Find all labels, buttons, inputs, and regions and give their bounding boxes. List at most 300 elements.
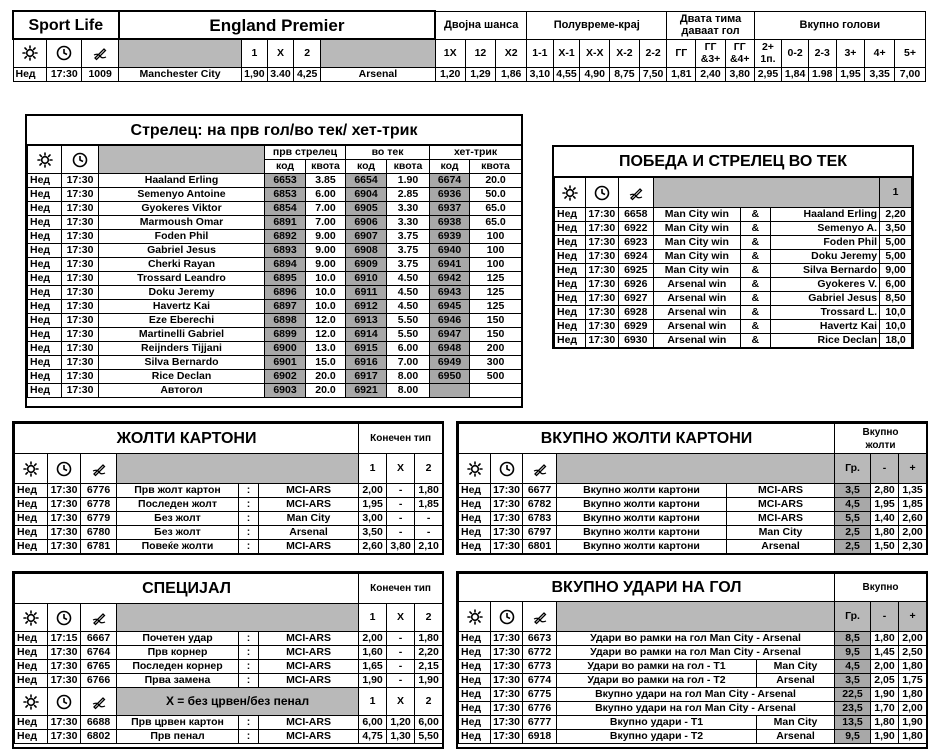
first-scorer-odd[interactable]: 10.0 (306, 272, 346, 286)
over-odd[interactable]: 2,60 (899, 512, 927, 526)
table-row[interactable] (15, 730, 443, 744)
code: 6928 (618, 306, 653, 320)
odd-2[interactable]: - (415, 512, 443, 526)
odd-1[interactable]: 2,60 (359, 540, 387, 554)
table-row[interactable] (15, 526, 443, 540)
under-odd[interactable]: 1,70 (871, 702, 899, 716)
table-row[interactable] (15, 512, 443, 526)
anytime-odd[interactable]: 5.50 (387, 328, 430, 342)
odd-1[interactable]: 2,00 (359, 484, 387, 498)
market-name: Вкупно жолти картони (557, 526, 727, 540)
hattrick-odd[interactable]: 150 (470, 314, 522, 328)
anytime-odd[interactable]: 3.75 (387, 244, 430, 258)
player-name: Gyokeres V. (770, 278, 879, 292)
col-x-1: X-1 (553, 39, 580, 67)
anytime-odd[interactable]: 2.85 (387, 188, 430, 202)
anytime-code: 6916 (346, 356, 387, 370)
table-row[interactable] (459, 716, 927, 730)
anytime-odd[interactable]: 4.50 (387, 300, 430, 314)
odd[interactable]: 3,50 (880, 222, 912, 236)
odd[interactable]: 4,90 (580, 67, 610, 81)
yellow-title: ЖОЛТИ КАРТОНИ (15, 424, 359, 454)
scorer-panel (25, 114, 523, 408)
table-row[interactable] (459, 646, 927, 660)
odd[interactable]: 1.98 (808, 67, 836, 81)
day: Нед (459, 646, 491, 660)
odd-2[interactable]: 2,20 (415, 646, 443, 660)
table-row[interactable] (28, 384, 522, 398)
clock-icon (585, 178, 618, 208)
first-scorer-code: 6892 (265, 230, 306, 244)
table-row[interactable] (555, 292, 912, 306)
market-name: Вкупно удари на гол Man City - Arsenal (557, 688, 835, 702)
under-odd[interactable]: 1,40 (871, 512, 899, 526)
under-odd[interactable]: 1,90 (871, 730, 899, 744)
anytime-odd[interactable]: 1.90 (387, 174, 430, 188)
first-scorer-odd[interactable]: 3.85 (306, 174, 346, 188)
hattrick-code: 6949 (430, 356, 470, 370)
odd[interactable]: 1,84 (782, 67, 809, 81)
over-odd[interactable]: 2,00 (899, 632, 927, 646)
anytime-odd[interactable]: 5.50 (387, 314, 430, 328)
under-odd[interactable]: 2,05 (871, 674, 899, 688)
sun-icon (459, 454, 491, 484)
anytime-odd[interactable]: 3.30 (387, 202, 430, 216)
odd[interactable]: 2,20 (880, 208, 912, 222)
code: 6673 (523, 632, 557, 646)
hattrick-odd[interactable]: 65.0 (470, 216, 522, 230)
odd-1[interactable]: 1,60 (359, 646, 387, 660)
day: Нед (459, 702, 491, 716)
col-1: 1 (359, 688, 387, 716)
hattrick-odd[interactable]: 125 (470, 272, 522, 286)
odd[interactable]: 9,00 (880, 264, 912, 278)
team-label: Arsenal (757, 730, 835, 744)
table-row[interactable] (555, 306, 912, 320)
odd-1[interactable]: 1,95 (359, 498, 387, 512)
odd[interactable]: 4,25 (294, 67, 321, 81)
table-row[interactable] (28, 258, 522, 272)
over-odd[interactable]: 2,30 (899, 540, 927, 554)
first-scorer-odd[interactable]: 20.0 (306, 370, 346, 384)
first-scorer-odd[interactable]: 10.0 (306, 286, 346, 300)
anytime-code: 6905 (346, 202, 387, 216)
anytime-code: 6654 (346, 174, 387, 188)
odd[interactable]: 8,75 (610, 67, 640, 81)
col-5plus: 5+ (895, 39, 926, 67)
market-name: Последен корнер (117, 660, 239, 674)
player-name: Silva Bernardo (770, 264, 879, 278)
hattrick-odd[interactable]: 100 (470, 230, 522, 244)
table-row[interactable] (28, 300, 522, 314)
day: Нед (459, 660, 491, 674)
first-scorer-odd[interactable]: 12.0 (306, 328, 346, 342)
under-odd[interactable]: 1,80 (871, 632, 899, 646)
over-odd[interactable]: 1,80 (899, 688, 927, 702)
table-row[interactable] (459, 730, 927, 744)
hattrick-odd[interactable]: 200 (470, 342, 522, 356)
odd[interactable]: 5,00 (880, 250, 912, 264)
total-yellow-table (458, 423, 927, 554)
header-blank (119, 39, 242, 67)
market-name: Без жолт (117, 512, 239, 526)
market-name: Вкупно удари на гол Man City - Arsenal (557, 702, 835, 716)
table-row[interactable] (28, 356, 522, 370)
table-row[interactable] (15, 674, 443, 688)
col-1: 1 (359, 454, 387, 484)
total-yellow-panel (456, 421, 928, 555)
odd[interactable]: 3.40 (267, 67, 294, 81)
first-scorer-odd[interactable]: 15.0 (306, 356, 346, 370)
line-value: 8,5 (835, 632, 871, 646)
odd-2[interactable]: 1,85 (415, 498, 443, 512)
anytime-odd[interactable]: 3.30 (387, 216, 430, 230)
anytime-odd[interactable]: 8.00 (387, 384, 430, 398)
day: Нед (28, 244, 62, 258)
code: 6802 (81, 730, 117, 744)
hattrick-odd[interactable]: 50.0 (470, 188, 522, 202)
code: 6677 (523, 484, 557, 498)
odd-x[interactable]: - (387, 498, 415, 512)
odd-x[interactable]: - (387, 646, 415, 660)
code: 6772 (523, 646, 557, 660)
odd-2[interactable]: 6,00 (415, 716, 443, 730)
time: 17:30 (48, 730, 81, 744)
odd[interactable]: 2,95 (754, 67, 782, 81)
table-row[interactable] (28, 244, 522, 258)
odd-1[interactable]: 1,90 (359, 674, 387, 688)
over-odd[interactable]: 1,75 (899, 674, 927, 688)
market-name: Прв жолт картон (117, 484, 239, 498)
line-value: 2,5 (835, 540, 871, 554)
table-row[interactable] (459, 512, 927, 526)
table-row[interactable] (555, 320, 912, 334)
odd[interactable]: 1,29 (465, 67, 496, 81)
col-x2: X2 (496, 39, 527, 67)
pen-icon (81, 604, 117, 632)
table-row[interactable] (28, 286, 522, 300)
odd-x[interactable]: 1,20 (387, 716, 415, 730)
under-odd[interactable]: 1,95 (871, 498, 899, 512)
under-odd[interactable]: 1,50 (871, 540, 899, 554)
first-scorer-odd[interactable]: 12.0 (306, 314, 346, 328)
market-name: Без жолт (117, 526, 239, 540)
odd-2[interactable]: 5,50 (415, 730, 443, 744)
separator: : (239, 540, 259, 554)
time: 17:30 (62, 286, 99, 300)
odd-x[interactable]: - (387, 484, 415, 498)
anytime-code: 6907 (346, 230, 387, 244)
first-scorer-odd[interactable]: 9.00 (306, 258, 346, 272)
table-row[interactable] (15, 632, 443, 646)
table-row[interactable] (28, 328, 522, 342)
table-row[interactable] (459, 498, 927, 512)
anytime-odd[interactable]: 4.50 (387, 272, 430, 286)
col-1: 1 (359, 604, 387, 632)
table-row[interactable] (28, 216, 522, 230)
table-row[interactable] (28, 188, 522, 202)
col-x-2: X-2 (610, 39, 640, 67)
col-2: 2 (415, 454, 443, 484)
odd[interactable]: 5,00 (880, 236, 912, 250)
hattrick-odd[interactable]: 150 (470, 328, 522, 342)
header-blank (320, 39, 435, 67)
over-odd[interactable]: 1,80 (899, 730, 927, 744)
under-odd[interactable]: 2,00 (871, 660, 899, 674)
day: Нед (13, 67, 47, 81)
first-scorer-odd[interactable]: 13.0 (306, 342, 346, 356)
odd[interactable]: 3,10 (527, 67, 554, 81)
anytime-code: 6912 (346, 300, 387, 314)
anytime-code: 6913 (346, 314, 387, 328)
hattrick-code: 6940 (430, 244, 470, 258)
over-odd[interactable]: 1,35 (899, 484, 927, 498)
odd-2[interactable]: 1,80 (415, 484, 443, 498)
code: 1009 (82, 67, 119, 81)
day: Нед (28, 216, 62, 230)
odd-2[interactable]: 2,10 (415, 540, 443, 554)
hattrick-code: 6938 (430, 216, 470, 230)
table-row[interactable] (555, 208, 912, 222)
anytime-code: 6909 (346, 258, 387, 272)
over-odd[interactable]: 2,00 (899, 702, 927, 716)
separator: : (239, 498, 259, 512)
table-row[interactable] (459, 674, 927, 688)
over-odd[interactable]: 2,00 (899, 526, 927, 540)
under-odd[interactable]: 1,80 (871, 526, 899, 540)
match-label: MCI-ARS (259, 632, 359, 646)
first-scorer-odd[interactable]: 7.00 (306, 202, 346, 216)
odd-2[interactable]: 1,80 (415, 632, 443, 646)
first-scorer-odd[interactable]: 7.00 (306, 216, 346, 230)
code: 6797 (523, 526, 557, 540)
table-row[interactable] (15, 716, 443, 730)
col-x: X (387, 604, 415, 632)
odd[interactable]: 10,0 (880, 306, 912, 320)
col-2: 2 (415, 604, 443, 632)
table-row[interactable] (28, 174, 522, 188)
time: 17:30 (62, 202, 99, 216)
over-odd[interactable]: 1,85 (899, 498, 927, 512)
odd[interactable]: 1,81 (667, 67, 696, 81)
col-2: 2 (415, 688, 443, 716)
odd-2[interactable]: 1,90 (415, 674, 443, 688)
match-row[interactable] (13, 67, 926, 81)
table-row[interactable] (28, 272, 522, 286)
anytime-odd[interactable]: 4.50 (387, 286, 430, 300)
final-type-header: Конечен тип (359, 574, 443, 604)
first-scorer-code: 6901 (265, 356, 306, 370)
odd-x[interactable]: - (387, 660, 415, 674)
time: 17:30 (585, 320, 618, 334)
odd-1[interactable]: 3,00 (359, 512, 387, 526)
odd[interactable]: 1,95 (836, 67, 865, 81)
odd[interactable]: 18,0 (880, 334, 912, 348)
hattrick-odd[interactable] (470, 384, 522, 398)
player-name: Rice Declan (99, 370, 265, 384)
table-row[interactable] (15, 484, 443, 498)
player-name: Eze Eberechi (99, 314, 265, 328)
match-label: Man City (259, 512, 359, 526)
table-row[interactable] (459, 702, 927, 716)
odd[interactable]: 8,50 (880, 292, 912, 306)
table-row[interactable] (555, 236, 912, 250)
market-name: Прва замена (117, 674, 239, 688)
odd[interactable]: 4,55 (553, 67, 580, 81)
odd-x[interactable]: - (387, 526, 415, 540)
table-row[interactable] (459, 540, 927, 554)
under-odd[interactable]: 2,80 (871, 484, 899, 498)
first-scorer-odd[interactable]: 6.00 (306, 188, 346, 202)
anytime-odd[interactable]: 7.00 (387, 356, 430, 370)
odd-1[interactable]: 2,00 (359, 632, 387, 646)
first-scorer-odd[interactable]: 9.00 (306, 230, 346, 244)
odd-2[interactable]: - (415, 526, 443, 540)
table-row[interactable] (459, 660, 927, 674)
anytime-odd[interactable]: 3.75 (387, 230, 430, 244)
odd[interactable]: 7,50 (639, 67, 667, 81)
under-odd[interactable]: 1,45 (871, 646, 899, 660)
anytime-odd[interactable]: 8.00 (387, 370, 430, 384)
ampersand: & (740, 334, 770, 348)
table-row[interactable] (28, 314, 522, 328)
first-scorer-odd[interactable]: 9.00 (306, 244, 346, 258)
clock-icon (48, 604, 81, 632)
day: Нед (15, 716, 48, 730)
day: Нед (459, 674, 491, 688)
odd[interactable]: 3,80 (725, 67, 754, 81)
table-row[interactable] (15, 498, 443, 512)
first-scorer-odd[interactable]: 20.0 (306, 384, 346, 398)
hattrick-odd[interactable]: 300 (470, 356, 522, 370)
odd[interactable]: 6,00 (880, 278, 912, 292)
match-label: Arsenal (259, 526, 359, 540)
player-name: Havertz Kai (99, 300, 265, 314)
table-row[interactable] (28, 202, 522, 216)
match-label: MCI-ARS (259, 540, 359, 554)
hattrick-odd[interactable]: 100 (470, 258, 522, 272)
odd-2[interactable]: 2,15 (415, 660, 443, 674)
code: 6782 (523, 498, 557, 512)
odd-1[interactable]: 3,50 (359, 526, 387, 540)
code: 6773 (523, 660, 557, 674)
odd[interactable]: 3,35 (865, 67, 895, 81)
market-name: Удари во рамки на гол - Т2 (557, 674, 757, 688)
odd[interactable]: 1,20 (435, 67, 465, 81)
first-scorer-code: 6891 (265, 216, 306, 230)
hattrick-odd[interactable]: 100 (470, 244, 522, 258)
odd[interactable]: 10,0 (880, 320, 912, 334)
table-row[interactable] (15, 540, 443, 554)
table-row[interactable] (15, 646, 443, 660)
code: 6922 (618, 222, 653, 236)
time: 17:30 (491, 730, 523, 744)
table-row[interactable] (459, 632, 927, 646)
time: 17:30 (62, 188, 99, 202)
under-odd[interactable]: 1,80 (871, 716, 899, 730)
table-row[interactable] (459, 484, 927, 498)
first-scorer-code: 6895 (265, 272, 306, 286)
odd-x[interactable]: - (387, 632, 415, 646)
odd-x[interactable]: 3,80 (387, 540, 415, 554)
table-row[interactable] (28, 230, 522, 244)
table-row[interactable] (15, 660, 443, 674)
hattrick-code: 6936 (430, 188, 470, 202)
market-name: Прв црвен картон (117, 716, 239, 730)
header-blank (117, 604, 359, 632)
player-name: Martinelli Gabriel (99, 328, 265, 342)
time: 17:30 (585, 208, 618, 222)
first-scorer-odd[interactable]: 10.0 (306, 300, 346, 314)
table-row[interactable] (459, 526, 927, 540)
special-title: СПЕЦИЈАЛ (15, 574, 359, 604)
over-odd[interactable]: 1,90 (899, 716, 927, 730)
hattrick-odd[interactable]: 20.0 (470, 174, 522, 188)
over-odd[interactable]: 2,50 (899, 646, 927, 660)
odd[interactable]: 1,86 (496, 67, 527, 81)
hattrick-code: 6948 (430, 342, 470, 356)
table-row[interactable] (459, 688, 927, 702)
win-outcome: Arsenal win (653, 292, 740, 306)
odd-1[interactable]: 1,65 (359, 660, 387, 674)
time: 17:30 (48, 660, 81, 674)
table-row[interactable] (28, 342, 522, 356)
hattrick-odd[interactable]: 125 (470, 300, 522, 314)
odd-x[interactable]: 1,30 (387, 730, 415, 744)
col-gg: ГГ (667, 39, 696, 67)
clock-icon (62, 146, 99, 174)
odd-1[interactable]: 6,00 (359, 716, 387, 730)
under-odd[interactable]: 1,90 (871, 688, 899, 702)
code: 6801 (523, 540, 557, 554)
first-scorer-code: 6900 (265, 342, 306, 356)
market-name: Вкупно удари - Т1 (557, 716, 757, 730)
table-row[interactable] (555, 334, 912, 348)
odd-x[interactable]: - (387, 512, 415, 526)
ampersand: & (740, 236, 770, 250)
first-scorer-code: 6898 (265, 314, 306, 328)
day: Нед (555, 306, 586, 320)
first-scorer-code: 6653 (265, 174, 306, 188)
table-row[interactable] (555, 264, 912, 278)
code: 6778 (81, 498, 117, 512)
time: 17:30 (491, 512, 523, 526)
table-row[interactable] (555, 222, 912, 236)
win-scorer-title: ПОБЕДА И СТРЕЛЕЦ ВО ТЕК (554, 147, 912, 177)
hattrick-odd[interactable]: 125 (470, 286, 522, 300)
over-odd[interactable]: 1,80 (899, 660, 927, 674)
table-row[interactable] (555, 250, 912, 264)
col-x-x: X-X (580, 39, 610, 67)
anytime-odd[interactable]: 3.75 (387, 258, 430, 272)
odd[interactable]: 1,90 (242, 67, 268, 81)
odd-x[interactable]: - (387, 674, 415, 688)
hattrick-odd[interactable]: 65.0 (470, 202, 522, 216)
odd-1[interactable]: 4,75 (359, 730, 387, 744)
hattrick-odd[interactable]: 500 (470, 370, 522, 384)
anytime-odd[interactable]: 6.00 (387, 342, 430, 356)
code: 6783 (523, 512, 557, 526)
time: 17:30 (62, 300, 99, 314)
player-name: Semenyo Antoine (99, 188, 265, 202)
odd[interactable]: 2,40 (696, 67, 726, 81)
table-row[interactable] (28, 370, 522, 384)
code: 6781 (81, 540, 117, 554)
line-value: 4,5 (835, 660, 871, 674)
market-name: Удари во рамки на гол Man City - Arsenal (557, 632, 835, 646)
odd[interactable]: 7,00 (895, 67, 926, 81)
table-row[interactable] (555, 278, 912, 292)
